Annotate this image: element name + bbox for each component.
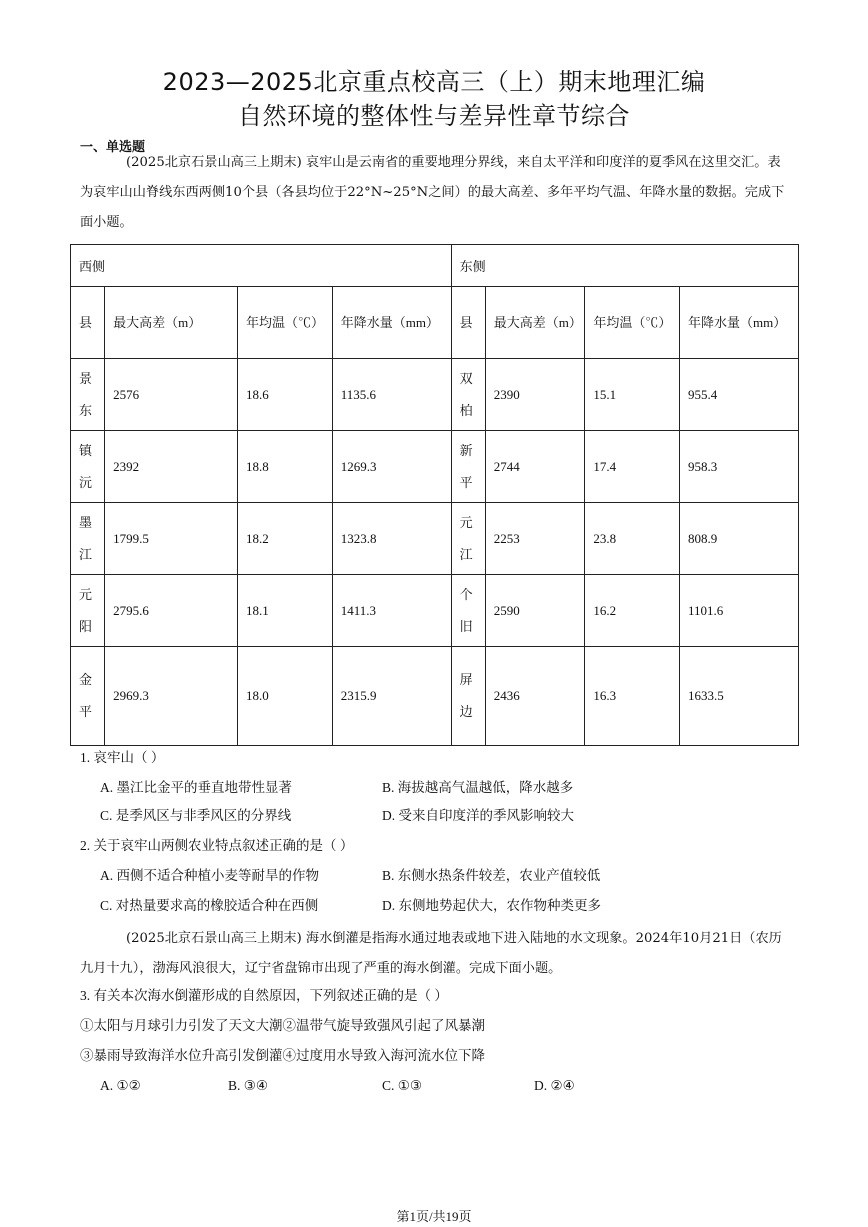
east-county: 双柏 [451, 359, 485, 431]
question-2-stem: 2. 关于哀牢山两侧农业特点叙述正确的是（ ） [80, 838, 354, 853]
west-temp: 18.6 [238, 359, 333, 431]
east-diff: 2390 [485, 359, 585, 431]
east-county: 屏边 [451, 647, 485, 746]
west-temp: 18.1 [238, 575, 333, 647]
page-footer: 第1页/共19页 [396, 1209, 472, 1224]
question-3-stem: 3. 有关本次海水倒灌形成的自然原因，下列叙述正确的是（ ） [80, 988, 448, 1003]
east-county: 元江 [451, 503, 485, 575]
west-rain: 1411.3 [332, 575, 451, 647]
section-heading: 一、单选题 [80, 140, 146, 155]
table-row [71, 359, 799, 431]
intro-paragraph-1: (2025北京石景山高三上期末) 哀牢山是云南省的重要地理分界线，来自太平洋和印度洋的夏季风在这里交汇。表为哀牢山山脊线东西两侧10个县（各县均位于22°N~25°N之间）的最大高差、多年平均气温、年降水量的数据。完成下面小题。 [80, 155, 785, 230]
header-temp: 年均温（℃） [238, 287, 333, 359]
east-label: 东侧 [451, 245, 798, 287]
west-diff: 2576 [105, 359, 238, 431]
header-diff: 最大高差（m） [105, 287, 238, 359]
header-diff: 最大高差（m） [485, 287, 585, 359]
west-county: 镇沅 [71, 431, 105, 503]
east-temp: 16.3 [585, 647, 680, 746]
west-rain: 2315.9 [332, 647, 451, 746]
west-county: 金平 [71, 647, 105, 746]
table-row [71, 647, 799, 746]
west-rain: 1269.3 [332, 431, 451, 503]
east-rain: 1633.5 [680, 647, 799, 746]
question-3-option-a: A. ①② [100, 1078, 141, 1093]
question-3-statement-line-2: ③暴雨导致海洋水位升高引发倒灌④过度用水导致入海河流水位下降 [80, 1048, 485, 1063]
east-temp: 15.1 [585, 359, 680, 431]
table-row [71, 503, 799, 575]
east-county: 新平 [451, 431, 485, 503]
east-rain: 955.4 [680, 359, 799, 431]
west-diff: 2392 [105, 431, 238, 503]
question-3-statement-line-1: ①太阳与月球引力引发了天文大潮②温带气旋导致强风引起了风暴潮 [80, 1018, 485, 1033]
west-rain: 1323.8 [332, 503, 451, 575]
question-2-option-b: B. 东侧水热条件较差，农业产值较低 [382, 868, 601, 883]
question-1-stem: 1. 哀牢山（ ） [80, 750, 165, 765]
data-table [70, 244, 799, 746]
west-county: 墨江 [71, 503, 105, 575]
east-rain: 958.3 [680, 431, 799, 503]
east-rain: 808.9 [680, 503, 799, 575]
west-label: 西侧 [71, 245, 452, 287]
header-county: 县 [451, 287, 485, 359]
west-diff: 2795.6 [105, 575, 238, 647]
west-county: 景东 [71, 359, 105, 431]
title-line-1: 2023—2025北京重点校高三（上）期末地理汇编 [162, 68, 706, 96]
table-row [71, 431, 799, 503]
east-rain: 1101.6 [680, 575, 799, 647]
west-rain: 1135.6 [332, 359, 451, 431]
west-diff: 1799.5 [105, 503, 238, 575]
header-rain: 年降水量（mm） [332, 287, 451, 359]
title-line-2: 自然环境的整体性与差异性章节综合 [238, 102, 630, 130]
header-county: 县 [71, 287, 105, 359]
question-2-option-c: C. 对热量要求高的橡胶适合种在西侧 [100, 898, 319, 913]
west-diff: 2969.3 [105, 647, 238, 746]
west-temp: 18.8 [238, 431, 333, 503]
east-diff: 2590 [485, 575, 585, 647]
west-temp: 18.0 [238, 647, 333, 746]
question-1-option-b: B. 海拔越高气温越低，降水越多 [382, 780, 574, 795]
header-temp: 年均温（℃） [585, 287, 680, 359]
question-1-option-a: A. 墨江比金平的垂直地带性显著 [100, 780, 292, 795]
question-3-option-b: B. ③④ [228, 1078, 268, 1093]
east-diff: 2253 [485, 503, 585, 575]
question-3-option-d: D. ②④ [534, 1078, 575, 1093]
east-temp: 23.8 [585, 503, 680, 575]
intro-paragraph-2: (2025北京石景山高三上期末) 海水倒灌是指海水通过地表或地下进入陆地的水文现象。2024年10月21日（农历九月十九），渤海风浪很大，辽宁省盘锦市出现了严重的海水倒灌。完成下面小题。 [80, 931, 782, 976]
question-1-option-c: C. 是季风区与非季风区的分界线 [100, 808, 292, 823]
east-temp: 17.4 [585, 431, 680, 503]
east-diff: 2744 [485, 431, 585, 503]
table-row [71, 575, 799, 647]
east-diff: 2436 [485, 647, 585, 746]
header-rain: 年降水量（mm） [680, 287, 799, 359]
question-1-option-d: D. 受来自印度洋的季风影响较大 [382, 808, 574, 823]
question-2-option-d: D. 东侧地势起伏大，农作物种类更多 [382, 898, 601, 913]
table-header-row [71, 287, 799, 359]
west-county: 元阳 [71, 575, 105, 647]
east-county: 个旧 [451, 575, 485, 647]
east-temp: 16.2 [585, 575, 680, 647]
question-2-option-a: A. 西侧不适合种植小麦等耐旱的作物 [100, 868, 319, 883]
question-3-option-c: C. ①③ [382, 1078, 422, 1093]
west-temp: 18.2 [238, 503, 333, 575]
